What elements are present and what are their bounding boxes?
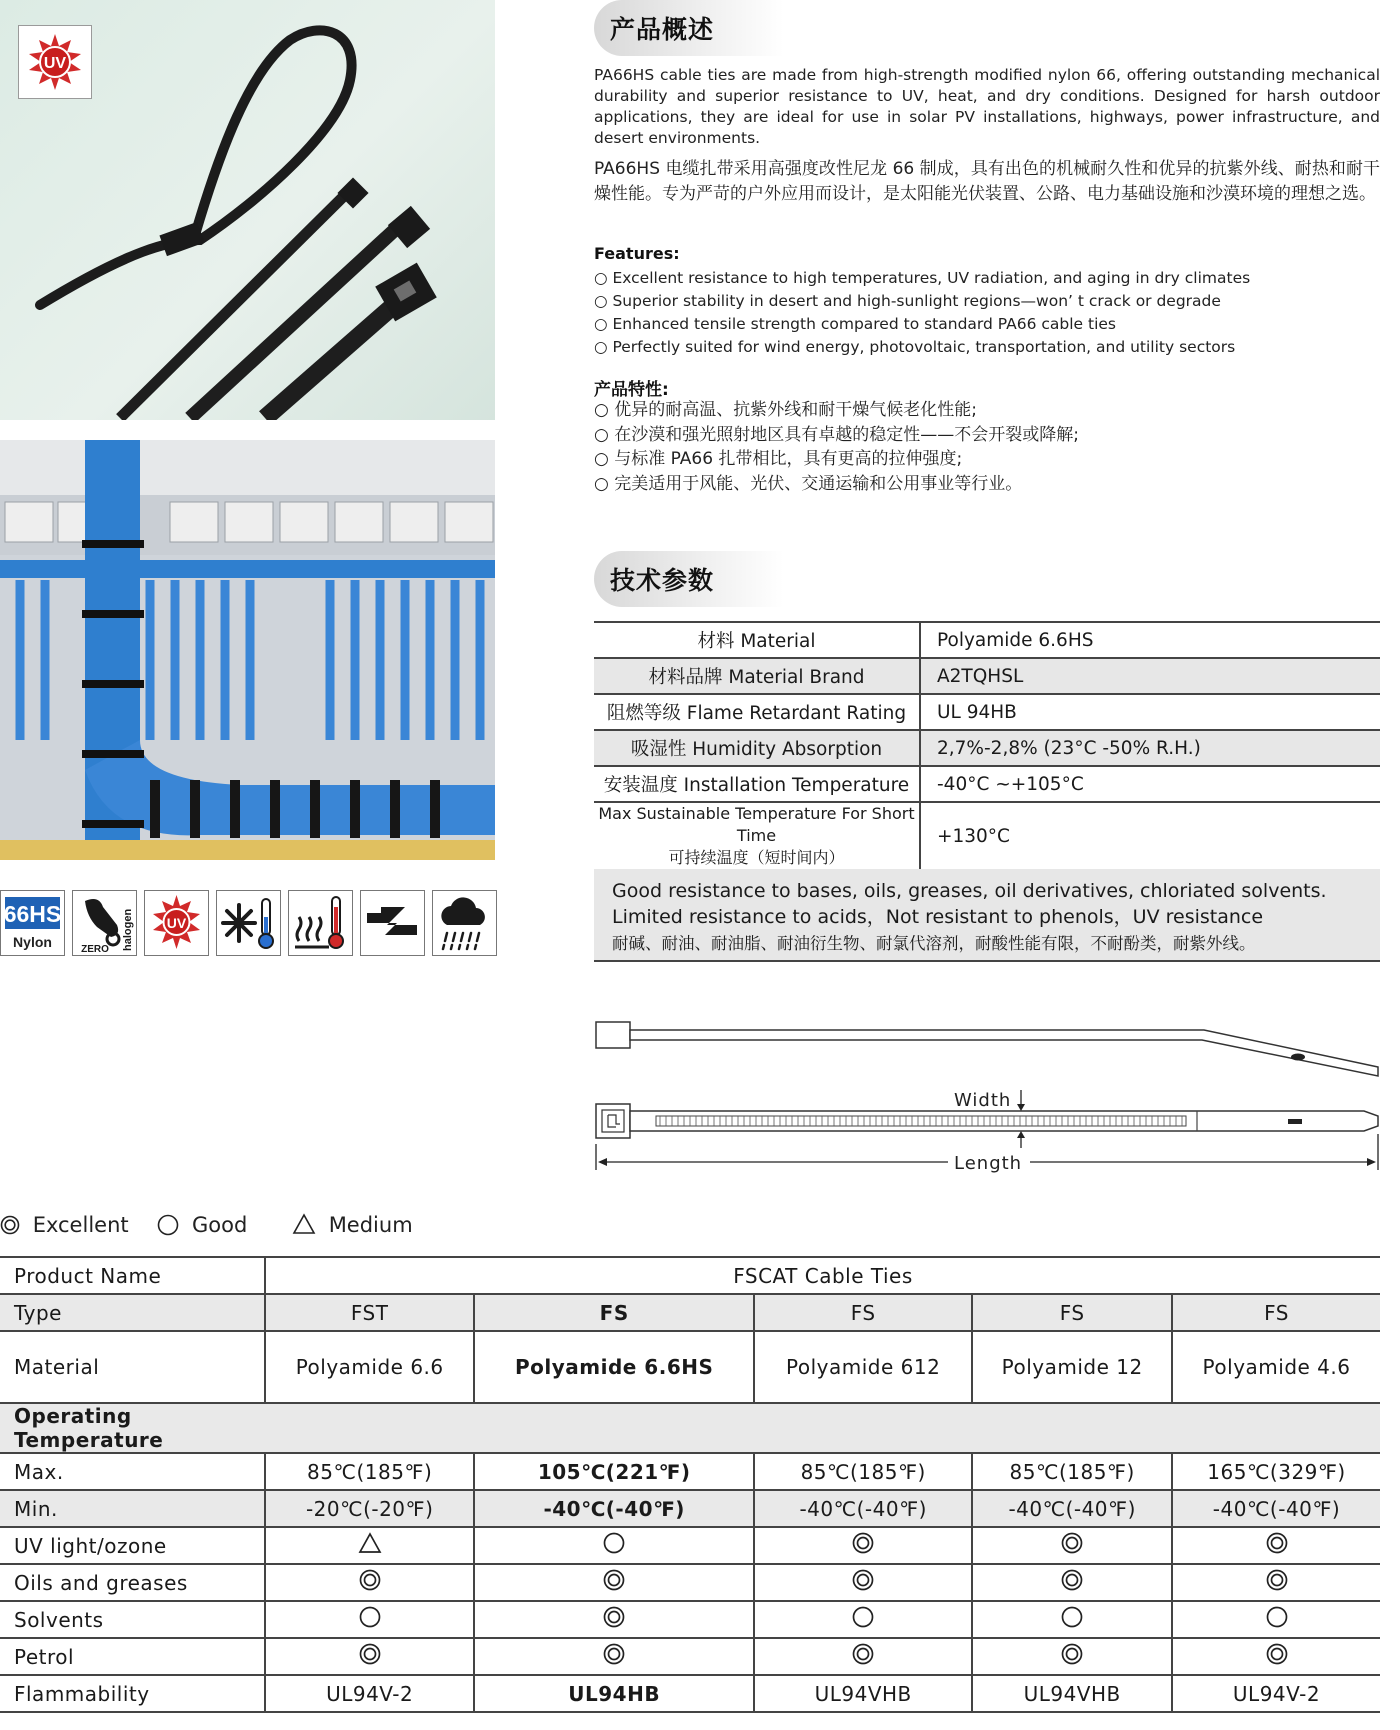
rating-legend: [0, 1213, 413, 1237]
wiring-cabinet-illustration: [0, 440, 495, 860]
oils-rating-cell: [265, 1564, 474, 1601]
zero-halogen-icon: [72, 890, 137, 956]
row-material: [0, 1331, 1380, 1403]
good-rating-icon: [359, 1606, 381, 1633]
petrol-rating-cell: [1172, 1638, 1380, 1675]
material-cell: Polyamide 6.6HS: [474, 1331, 754, 1403]
medium-rating-icon: [358, 1532, 382, 1559]
spec-label-short-time-cn: 可持续温度（短时间内）: [668, 848, 845, 867]
row-petrol: [0, 1638, 1380, 1675]
excellent-rating-icon: [1266, 1569, 1288, 1596]
features-title-cn: 产品特性:: [594, 380, 669, 400]
feature-item-cn: ○ 优异的耐高温、抗紫外线和耐干燥气候老化性能;: [594, 400, 977, 420]
weather-resistant-icon: [432, 890, 497, 956]
flammability-cell: UL94VHB: [972, 1675, 1172, 1712]
spec-label: 安装温度 Installation Temperature: [594, 766, 920, 802]
material-cell: Polyamide 4.6: [1172, 1331, 1380, 1403]
row-label: Product Name: [0, 1257, 265, 1294]
solvents-rating-cell: [265, 1601, 474, 1638]
excellent-symbol-icon: [0, 1213, 20, 1237]
feature-item-cn: ○ 完美适用于风能、光伏、交通运输和公用事业等行业。: [594, 473, 1023, 494]
row-label: Operating Temperature: [0, 1403, 265, 1453]
row-max: [0, 1453, 1380, 1490]
max-cell: 105℃(221℉): [474, 1453, 754, 1490]
tech-params-table: [594, 621, 1380, 871]
spec-label-short-time: [594, 802, 920, 870]
min-cell: -20℃(-20℉): [265, 1490, 474, 1527]
min-cell: -40℃(-40℉): [474, 1490, 754, 1527]
legend-medium: Medium: [328, 1213, 413, 1237]
spec-value: +130°C: [920, 802, 1380, 870]
excellent-rating-icon: [852, 1643, 874, 1670]
spec-row-short-time: [594, 802, 1380, 870]
features-list-cn: [594, 398, 1079, 496]
row-solvents: [0, 1601, 1380, 1638]
type-cell: FS: [474, 1294, 754, 1331]
resistance-note: [594, 869, 1380, 962]
cold-resistant-icon: [216, 890, 281, 956]
flammability-cell: UL94V-2: [1172, 1675, 1380, 1712]
spec-value: Polyamide 6.6HS: [920, 622, 1380, 658]
solvents-rating-cell: [754, 1601, 972, 1638]
legend-excellent: Excellent: [32, 1213, 129, 1237]
material-cell: Polyamide 12: [972, 1331, 1172, 1403]
row-label: Material: [0, 1331, 265, 1403]
nylon-text: Nylon: [13, 934, 52, 950]
excellent-rating-icon: [1061, 1532, 1083, 1559]
product-overview-title-text: 产品概述: [610, 15, 715, 44]
cable-tie-diagram: [594, 1010, 1384, 1175]
feature-item: ○ Perfectly suited for wind energy, photovoltaic, transportation, and utility sectors: [594, 338, 1236, 356]
excellent-rating-icon: [1266, 1532, 1288, 1559]
flammability-cell: UL94V-2: [265, 1675, 474, 1712]
row-label: Petrol: [0, 1638, 265, 1675]
oils-rating-cell: [754, 1564, 972, 1601]
spec-value: A2TQHSL: [920, 658, 1380, 694]
petrol-rating-cell: [972, 1638, 1172, 1675]
good-symbol-icon: [157, 1213, 179, 1237]
feature-item-cn: ○ 在沙漠和强光照射地区具有卓越的稳定性——不会开裂或降解;: [594, 424, 1079, 445]
electrical-insulation-icon: [360, 890, 425, 956]
type-cell: FS: [1172, 1294, 1380, 1331]
min-cell: -40℃(-40℉): [1172, 1490, 1380, 1527]
spec-value: UL 94HB: [920, 694, 1380, 730]
excellent-rating-icon: [603, 1569, 625, 1596]
row-oils: [0, 1564, 1380, 1601]
uv-rating-cell: [1172, 1527, 1380, 1564]
width-label: Width: [954, 1090, 1012, 1111]
solvents-rating-cell: [474, 1601, 754, 1638]
spec-label: 材料品牌 Material Brand: [594, 658, 920, 694]
spec-row-brand: [594, 658, 1380, 694]
uv-rating-cell: [474, 1527, 754, 1564]
heat-resistant-icon: [288, 890, 353, 956]
uv-badge-text: UV: [43, 55, 67, 72]
good-rating-icon: [852, 1606, 874, 1633]
excellent-rating-icon: [852, 1569, 874, 1596]
feature-item: ○ Enhanced tensile strength compared to standard PA66 cable ties: [594, 315, 1117, 333]
nylon-grade-text: 66HS: [3, 901, 62, 927]
resistance-note-en: Good resistance to bases, oils, greases, oil derivatives, chloriated solvents. Limited resistance to acids，Not resistant to phenols，UV resistance: [612, 880, 1327, 928]
flammability-cell: UL94HB: [474, 1675, 754, 1712]
zero-text: ZERO: [81, 944, 109, 955]
row-label: Oils and greases: [0, 1564, 265, 1601]
spec-value: -40°C ~+105°C: [920, 766, 1380, 802]
min-cell: -40℃(-40℉): [972, 1490, 1172, 1527]
feature-item: ○ Superior stability in desert and high-sunlight regions—won’ t crack or degrade: [594, 292, 1221, 310]
type-cell: FS: [972, 1294, 1172, 1331]
uv-rating-cell: [265, 1527, 474, 1564]
row-label: Type: [0, 1294, 265, 1331]
overview-desc-cn: PA66HS 电缆扎带采用高强度改性尼龙 66 制成，具有出色的机械耐久性和优异的抗紫外线、耐热和耐干燥性能。专为严苛的户外应用而设计，是太阳能光伏装置、公路、电力基础设施和沙漠环境的理想之选。: [594, 159, 1380, 204]
row-label: Flammability: [0, 1675, 265, 1712]
spec-row-flame: [594, 694, 1380, 730]
spec-row-humidity: [594, 730, 1380, 766]
excellent-rating-icon: [1061, 1569, 1083, 1596]
uv-resistant-icon: [144, 890, 209, 956]
oils-rating-cell: [474, 1564, 754, 1601]
row-operating-temperature: [0, 1403, 1380, 1453]
features-list-en: [594, 267, 1250, 359]
petrol-rating-cell: [754, 1638, 972, 1675]
petrol-rating-cell: [265, 1638, 474, 1675]
feature-item: ○ Excellent resistance to high temperatures, UV radiation, and aging in dry climates: [594, 269, 1251, 287]
max-cell: 85℃(185℉): [972, 1453, 1172, 1490]
uv-icon-text: UV: [166, 915, 187, 931]
oils-rating-cell: [1172, 1564, 1380, 1601]
uv-badge: [18, 25, 92, 99]
features-title-en: Features:: [594, 244, 680, 263]
spec-label: 吸湿性 Humidity Absorption: [594, 730, 920, 766]
row-flammability: [0, 1675, 1380, 1712]
spec-row-install-temp: [594, 766, 1380, 802]
excellent-rating-icon: [603, 1643, 625, 1670]
product-name-cell: FSCAT Cable Ties: [265, 1257, 1380, 1294]
material-cell: Polyamide 6.6: [265, 1331, 474, 1403]
spec-label: 阻燃等级 Flame Retardant Rating: [594, 694, 920, 730]
comparison-table: [0, 1256, 1380, 1713]
row-label: UV light/ozone: [0, 1527, 265, 1564]
uv-sun-icon: [19, 26, 91, 98]
row-label: Solvents: [0, 1601, 265, 1638]
excellent-rating-icon: [852, 1532, 874, 1559]
row-product-name: [0, 1257, 1380, 1294]
resistance-note-cn: 耐碱、耐油、耐油脂、耐油衍生物、耐氯代溶剂，耐酸性能有限，不耐酚类，耐紫外线。: [612, 934, 1256, 953]
type-cell: FST: [265, 1294, 474, 1331]
spec-row-material: [594, 622, 1380, 658]
overview-desc-en: PA66HS cable ties are made from high-strength modified nylon 66, offering outstanding mechanical durability and superior resistance to UV, heat, and dry conditions. Designed for harsh outdoor applications, they are ideal for use in solar PV installations, highways, power infrastructure, and desert environments.: [594, 66, 1380, 147]
op-temp-spacer: [265, 1403, 1380, 1453]
tech-params-title: [594, 551, 784, 607]
petrol-rating-cell: [474, 1638, 754, 1675]
spec-label: 材料 Material: [594, 622, 920, 658]
flammability-cell: UL94VHB: [754, 1675, 972, 1712]
max-cell: 85℃(185℉): [754, 1453, 972, 1490]
row-type: [0, 1294, 1380, 1331]
type-cell: FS: [754, 1294, 972, 1331]
uv-rating-cell: [754, 1527, 972, 1564]
max-cell: 85℃(185℉): [265, 1453, 474, 1490]
max-cell: 165℃(329℉): [1172, 1453, 1380, 1490]
length-label: Length: [954, 1153, 1023, 1174]
solvents-rating-cell: [1172, 1601, 1380, 1638]
row-min: [0, 1490, 1380, 1527]
legend-good: Good: [192, 1213, 248, 1237]
good-rating-icon: [603, 1532, 625, 1559]
excellent-rating-icon: [1266, 1643, 1288, 1670]
feature-item-cn: ○ 与标准 PA66 扎带相比，具有更高的拉伸强度;: [594, 449, 963, 469]
good-rating-icon: [1266, 1606, 1288, 1633]
oils-rating-cell: [972, 1564, 1172, 1601]
row-label: Min.: [0, 1490, 265, 1527]
nylon-66hs-icon: [0, 890, 65, 956]
application-photo-cabinet: [0, 440, 495, 860]
halogen-text: halogen: [122, 908, 134, 951]
product-overview-title: [594, 0, 784, 56]
excellent-rating-icon: [359, 1569, 381, 1596]
excellent-rating-icon: [603, 1606, 625, 1633]
tech-params-title-text: 技术参数: [610, 566, 715, 595]
material-cell: Polyamide 612: [754, 1331, 972, 1403]
row-uv: [0, 1527, 1380, 1564]
row-label: Max.: [0, 1453, 265, 1490]
solvents-rating-cell: [972, 1601, 1172, 1638]
medium-symbol-icon: [292, 1213, 316, 1237]
excellent-rating-icon: [359, 1643, 381, 1670]
min-cell: -40℃(-40℉): [754, 1490, 972, 1527]
uv-rating-cell: [972, 1527, 1172, 1564]
excellent-rating-icon: [1061, 1643, 1083, 1670]
spec-value: 2,7%-2,8% (23°C -50% R.H.): [920, 730, 1380, 766]
good-rating-icon: [1061, 1606, 1083, 1633]
spec-label-short-time-en: Max Sustainable Temperature For Short Time: [598, 804, 915, 845]
